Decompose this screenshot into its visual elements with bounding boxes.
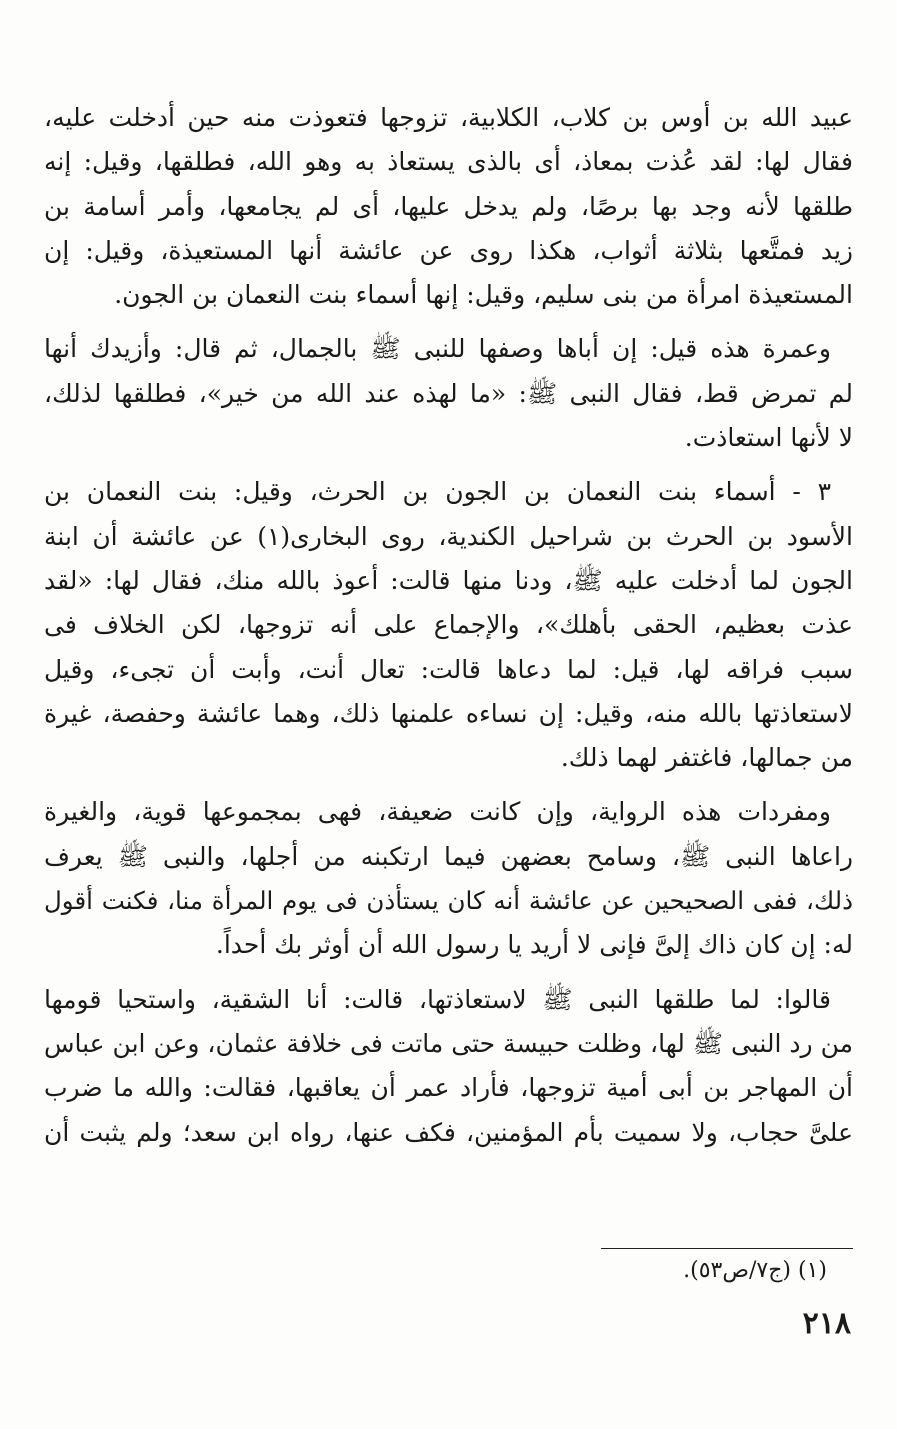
paragraph-3 <box>44 470 853 780</box>
text-line: عبيد الله بن أوس بن كلاب، الكلابية، تزوجها فتعوذت منه حين أدخلت عليه، <box>44 103 853 132</box>
text-line: له: إن كان ذاك إلىَّ فإنى لا أريد يا رسول الله أن أوثر بك أحداً. <box>215 930 853 960</box>
body-text <box>44 96 853 1155</box>
text-line: وعمرة هذه قيل: إن أباها وصفها للنبى ﷺ بالجمال، ثم قال: وأزيدك أنها <box>44 334 831 364</box>
text-line: ٣ - أسماء بنت النعمان بن الجون بن الحرث، وقيل: بنت النعمان بن <box>44 477 831 507</box>
page-number: ٢١٨ <box>802 1306 851 1341</box>
text-line: ومفردات هذه الرواية، وإن كانت ضعيفة، فهى بمجموعها قوية، والغيرة <box>44 797 831 827</box>
text-line: الجون لما أدخلت عليه ﷺ، ودنا منها قالت: أعوذ بالله منك، فقال لها: «لقد <box>44 565 853 595</box>
text-line: أن المهاجر بن أبى أمية تزوجها، فأراد عمر أن يعاقبها، فقالت: والله ما ضرب <box>44 1073 853 1103</box>
text-line: من جمالها، فاغتفر لهما ذلك. <box>560 743 853 773</box>
text-line: علىَّ حجاب، ولا سميت بأم المؤمنين، فكف عنها، رواه ابن سعد؛ ولم يثبت أن <box>44 1117 853 1147</box>
paragraph-2 <box>44 327 853 460</box>
paragraph-4 <box>44 790 853 967</box>
text-line: لم تمرض قط، فقال النبى ﷺ: «ما لهذه عند الله من خير»، فطلقها لذلك، <box>44 378 853 408</box>
paragraph-5 <box>44 978 853 1155</box>
text-line: لاستعاذتها بالله منه، وقيل: إن نساءه علمنها ذلك، وهما عائشة وحفصة، غيرة <box>44 698 853 728</box>
text-line: ذلك، ففى الصحيحين عن عائشة أنه كان يستأذن فى يوم المرأة منا، فكنت أقول <box>44 886 853 916</box>
text-line: قالوا: لما طلقها النبى ﷺ لاستعاذتها، قالت: أنا الشقية، واستحيا قومها <box>44 984 831 1014</box>
text-line: الأسود بن الحرث بن شراحيل الكندية، روى البخارى(١) عن عائشة أن ابنة <box>44 521 854 551</box>
paragraph-1 <box>44 96 853 317</box>
text-line: من رد النبى ﷺ لها، وظلت حبيسة حتى ماتت فى خلافة عثمان، وعن ابن عباس <box>44 1028 853 1058</box>
text-line: طلقها لأنه وجد بها برصًا، ولم يدخل عليها، أى لم يجامعها، وأمر أسامة بن <box>44 191 853 221</box>
text-line: فقال لها: لقد عُذت بمعاذ، أى بالذى يستعاذ به وهو الله، فطلقها، وقيل: إنه <box>44 147 853 177</box>
text-line: زيد فمتَّعها بثلاثة أثواب، هكذا روى عن عائشة أنها المستعيذة، وقيل: إن <box>44 235 853 265</box>
text-line: راعاها النبى ﷺ، وسامح بعضهن فيما ارتكبنه من أجلها، والنبى ﷺ يعرف <box>44 841 853 871</box>
footnote: (١) (ج٧/ص٥٣). <box>683 1258 827 1283</box>
text-line: المستعيذة امرأة من بنى سليم، وقيل: إنها أسماء بنت النعمان بن الجون. <box>114 280 853 310</box>
text-line: لا لأنها استعاذت. <box>684 423 853 453</box>
text-line: سبب فراقه لها، قيل: لما دعاها قالت: تعال أنت، وأبت أن تجىء، وقيل <box>44 654 853 684</box>
footnote-divider <box>601 1248 853 1249</box>
text-line: عذت بعظيم، الحقى بأهلك»، والإجماع على أنه تزوجها، لكن الخلاف فى <box>44 610 853 640</box>
